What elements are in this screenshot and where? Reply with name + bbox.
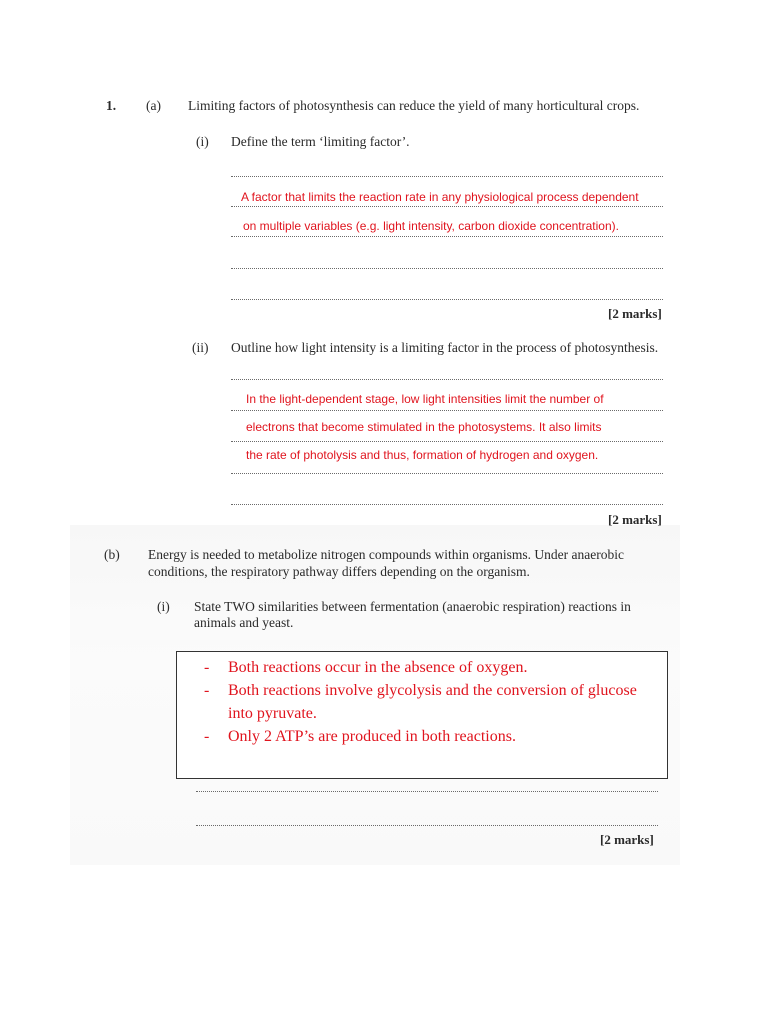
part-a-ii-label: (ii) <box>192 340 209 355</box>
answer-line <box>231 236 663 237</box>
bullet-text: into pyruvate. <box>228 705 317 722</box>
part-a-i-question: Define the term ‘limiting factor’. <box>231 134 410 149</box>
answer-line <box>231 504 663 505</box>
part-a-ii-question: Outline how light intensity is a limiting factor in the process of photosynthesis. <box>231 340 659 355</box>
answer-line <box>231 473 663 474</box>
part-a-label: (a) <box>146 98 161 113</box>
part-b-label: (b) <box>104 547 120 562</box>
answer-line <box>231 206 663 207</box>
answer-text-line: on multiple variables (e.g. light intensity, carbon dioxide concentration). <box>243 219 619 233</box>
bullet-text: Only 2 ATP’s are produced in both reactions. <box>228 728 516 745</box>
part-b-i-label: (i) <box>157 599 170 614</box>
answer-line <box>231 410 663 411</box>
answer-text-line: the rate of photolysis and thus, formation of hydrogen and oxygen. <box>246 448 599 462</box>
part-b-stem-line: Energy is needed to metabolize nitrogen compounds within organisms. Under anaerobic <box>148 547 625 562</box>
part-b-i-question-line: State TWO similarities between fermentation (anaerobic respiration) reactions in <box>194 599 631 614</box>
answer-box <box>176 651 668 779</box>
answer-text-line: A factor that limits the reaction rate in any physiological process dependent <box>241 190 639 204</box>
answer-line <box>231 176 663 177</box>
answer-line <box>231 441 663 442</box>
answer-line <box>196 791 658 792</box>
answer-text-line: electrons that become stimulated in the photosystems. It also limits <box>246 420 602 434</box>
part-a-i-label: (i) <box>196 134 209 149</box>
bullet-dash: - <box>204 728 210 745</box>
bullet-text: Both reactions involve glycolysis and the conversion of glucose <box>228 682 637 699</box>
answer-line <box>231 379 663 380</box>
answer-line <box>231 299 663 300</box>
part-b-stem-line: conditions, the respiratory pathway differs depending on the organism. <box>148 564 530 579</box>
bullet-text: Both reactions occur in the absence of oxygen. <box>228 659 528 676</box>
marks-label: [2 marks] <box>608 512 662 527</box>
question-number: 1. <box>106 98 117 113</box>
answer-line <box>196 825 658 826</box>
answer-text-line: In the light-dependent stage, low light intensities limit the number of <box>246 392 604 406</box>
bullet-dash: - <box>204 659 210 676</box>
answer-line <box>231 268 663 269</box>
marks-label: [2 marks] <box>608 306 662 321</box>
bullet-dash: - <box>204 682 210 699</box>
marks-label: [2 marks] <box>600 832 654 847</box>
part-a-stem: Limiting factors of photosynthesis can reduce the yield of many horticultural crops. <box>188 98 640 113</box>
part-b-i-question-line: animals and yeast. <box>194 615 294 630</box>
